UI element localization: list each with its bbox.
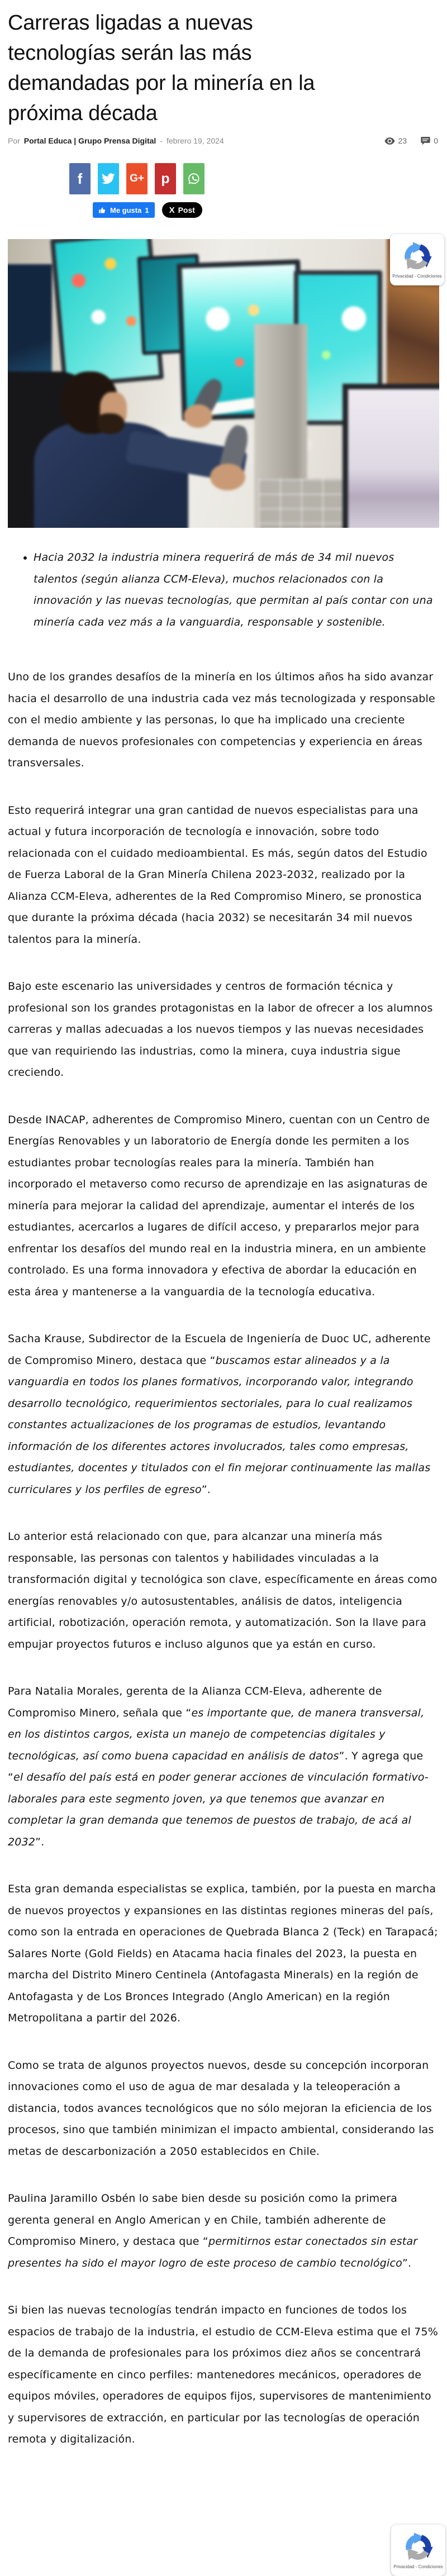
paragraph-1: Uno de los grandes desafíos de la minería en los últimos años ha sido avanzar hacia el desarrollo de una industria cada vez más tecnologizada y responsable con el medio ambiente y las personas, lo que ha implicado una creciente demanda de nuevos profesionales con competencias y experiencia en áreas transversales. — [8, 671, 435, 769]
article-hero-image — [8, 239, 439, 528]
twitter-icon — [102, 173, 115, 184]
eye-icon — [384, 137, 395, 145]
byline — [8, 135, 438, 146]
byline-prefix: Por — [8, 136, 20, 145]
paragraph-4: Desde INACAP, adherentes de Compromiso Minero, cuentan con un Centro de Energías Renovables y un laboratorio de Energía donde les permiten a los estudiantes probar tecnologías reales para la minería. También han incorporado el metaverso como recurso de aprendizaje en las asignaturas de minería para mejorar la calidad del aprendizaje, aumentar el interés de los estudiantes, acercarlos a lugares de difícil acceso, y prepararlos mejor para enfrentar los desafíos del mundo real en la industria minera, en un ambiente controlado. Es una forma innovadora y efectiva de abordar la educación en esta área y mantenerse a la vanguardia de la tecnología educativa. — [8, 1113, 430, 1298]
byline-meta — [374, 135, 438, 146]
twitter-share-button[interactable] — [98, 163, 119, 194]
recaptcha-links[interactable]: Privacidad - Condiciones — [393, 2564, 443, 2569]
hero-right-workstation-monitor — [343, 384, 439, 528]
thumbs-up-icon — [98, 206, 107, 214]
recaptcha-icon — [402, 241, 433, 272]
facebook-icon: f — [77, 170, 83, 187]
google-plus-icon: G+ — [130, 173, 144, 184]
page-title-line: demandadas por la minería en la — [8, 71, 315, 95]
share-buttons — [69, 163, 447, 194]
author-link[interactable]: Portal Educa | Grupo Prensa Digital — [23, 136, 156, 145]
operator-beard — [98, 413, 124, 434]
paragraph-8: Esta gran demanda especialistas se explica, también, por la puesta en marcha de nuevos proyectos y expansiones en las distintas regiones mineras del país, como son la entrada en operaciones de Quebrada Blanca 2 (Teck) en Tarapacá; Salares Norte (Gold Fields) en Atacama hacia finales del 2023, la puesta en marcha del Distrito Minero Centinela (Antofagasta Minerals) en la región de Antofagasta y de Los Bronces Integrado (Anglo American) en la región Metropolitana a partir del 2026. — [8, 1883, 438, 2024]
page-title-line: tecnologías serán las más — [8, 41, 252, 65]
article-page — [0, 8, 447, 2569]
paragraph-7: Para Natalia Morales, gerenta de la Alianza CCM-Eleva, adherente de Compromiso Minero, señala que “es importante que, de manera transversal, en los distintos cargos, exista un manejo de competencias digitales y tecnológicas, así como buena capacidad en análisis de datos”. Y agrega que “el desafío del país está en poder generar acciones de vinculación formativo-laborales para este segmento joven, ya que tenemos que avanzar en completar la gran demanda que tenemos de puestos de trabajo, de acá al 2032”. — [8, 1685, 429, 1848]
page-title — [8, 8, 439, 128]
comments-count: 0 — [434, 136, 438, 145]
google-plus-share-button[interactable] — [126, 163, 148, 194]
pinterest-icon: p — [161, 170, 170, 187]
page-title-line: próxima década — [8, 102, 158, 125]
whatsapp-icon — [187, 172, 201, 185]
like-label: Me gusta — [110, 206, 142, 214]
article-body — [8, 547, 439, 2450]
x-logo-icon: X — [169, 205, 175, 215]
paragraph-11: Si bien las nuevas tecnologías tendrán impacto en funciones de todos los espacios de trabajo de la industria, el estudio de CCM-Eleva estima que el 75% de la demanda de profesionales para los próximos diez años se concentrará específicamente en cinco perfiles: mantenedores mecánicos, operadores de equipos móviles, operadores de equipos fijos, supervisores de mantenimiento y supervisores de extracción, en particular por las tecnologías de operación remota y digitalización. — [8, 2304, 438, 2445]
views-group — [384, 135, 407, 146]
comments-group[interactable] — [421, 135, 438, 146]
social-plugins-row — [93, 202, 447, 218]
views-count: 23 — [398, 136, 407, 145]
x-post-button[interactable] — [162, 202, 202, 218]
recaptcha-links[interactable]: Privacidad - Condiciones — [392, 274, 442, 279]
page-title-line: Carreras ligadas a nuevas — [8, 11, 253, 35]
paragraph-5: Sacha Krause, Subdirector de la Escuela de Ingeniería de Duoc UC, adherente de Compromiso Minero, destaca que “buscamos estar alineados y a la vanguardia en todos los planes formativos, incorporando valor, integrando desarrollo tecnológico, requerimientos sectoriales, para lo cual realizamos constantes actualizaciones de los programas de estudios, levantando información de los diferentes actores involucrados, tales como empresas, estudiantes, docentes y titulados con el fin mejorar continuamente las mallas curriculares y los perfiles de egreso”. — [8, 1333, 431, 1496]
hero-right-screen — [348, 389, 439, 528]
paragraph-10: Paulina Jaramillo Osbén lo sabe bien desde su posición como la primera gerenta general en Anglo American y en Chile, también adherente de Compromiso Minero, y destaca que “permitirnos estar conectados sin estar presentes ha sido el mayor logro de este proceso de cambio tecnológico”. — [8, 2192, 418, 2269]
whatsapp-share-button[interactable] — [183, 163, 205, 194]
publish-date: febrero 19, 2024 — [167, 136, 224, 145]
paragraph-2: Esto requerirá integrar una gran cantidad de nuevos especialistas para una actual y futura incorporación de tecnología e innovación, sobre todo relacionada con el cuidado medioambiental. Es más, según datos del Estudio de Fuerza Laboral de la Gran Minería Chilena 2023-2032, realizado por la Alianza CCM-Eleva, adherentes de la Red Compromiso Minero, se pronostica que durante la próxima década (hacia 2032) se necesitarán 34 mil nuevos talentos para la minería. — [8, 804, 427, 946]
lead-bullet-item: • Hacia 2032 la industria minera requerirá de más de 34 mil nuevos talentos (según alianza CCM-Eleva), muchos relacionados con la innovación y las nuevas tecnologías, que permitan al país contar con una minería cada vez más a la vanguardia, responsable y sostenible. — [34, 547, 439, 633]
facebook-like-button[interactable] — [93, 202, 155, 218]
comments-icon — [421, 137, 430, 145]
facebook-share-button[interactable] — [69, 163, 91, 194]
pinterest-share-button[interactable] — [155, 163, 176, 194]
post-label: Post — [178, 206, 195, 214]
byline-separator: - — [160, 136, 163, 145]
like-count: 1 — [145, 206, 149, 214]
recaptcha-icon — [403, 2531, 434, 2563]
paragraph-6: Lo anterior está relacionado con que, para alcanzar una minería más responsable, las personas con talentos y habilidades vinculadas a la transformación digital y tecnológica son clave, específicamente en áreas como energías renovables y/o autosustentables, análisis de datos, inteligencia artificial, robotización, operación remota, y automatización. Son la llave para empujar proyectos futuros e incluso algunos que ya están en curso. — [8, 1530, 438, 1650]
control-room-scene — [8, 239, 439, 528]
recaptcha-badge[interactable] — [390, 234, 444, 285]
paragraph-3: Bajo este escenario las universidades y centros de formación técnica y profesional son los grandes protagonistas en la labor de ofrecer a los alumnos carreras y mallas adecuadas a los nuevos tiempos y las nuevas necesidades que van requiriendo las industrias, como la minera, cuya industria sigue creciendo. — [8, 980, 433, 1079]
recaptcha-badge-bottom[interactable] — [391, 2525, 445, 2576]
paragraph-9: Como se trata de algunos proyectos nuevos, desde su concepción incorporan innovaciones como el uso de agua de mar desalada y la teleoperación a distancia, todos avances tecnológicos que no sólo mejoran la eficiencia de los procesos, sino que también minimizan el impacto ambiental, considerando las metas de descarbonización a 2050 establecidos en Chile. — [8, 2059, 434, 2158]
lead-bullet-list — [8, 547, 439, 633]
